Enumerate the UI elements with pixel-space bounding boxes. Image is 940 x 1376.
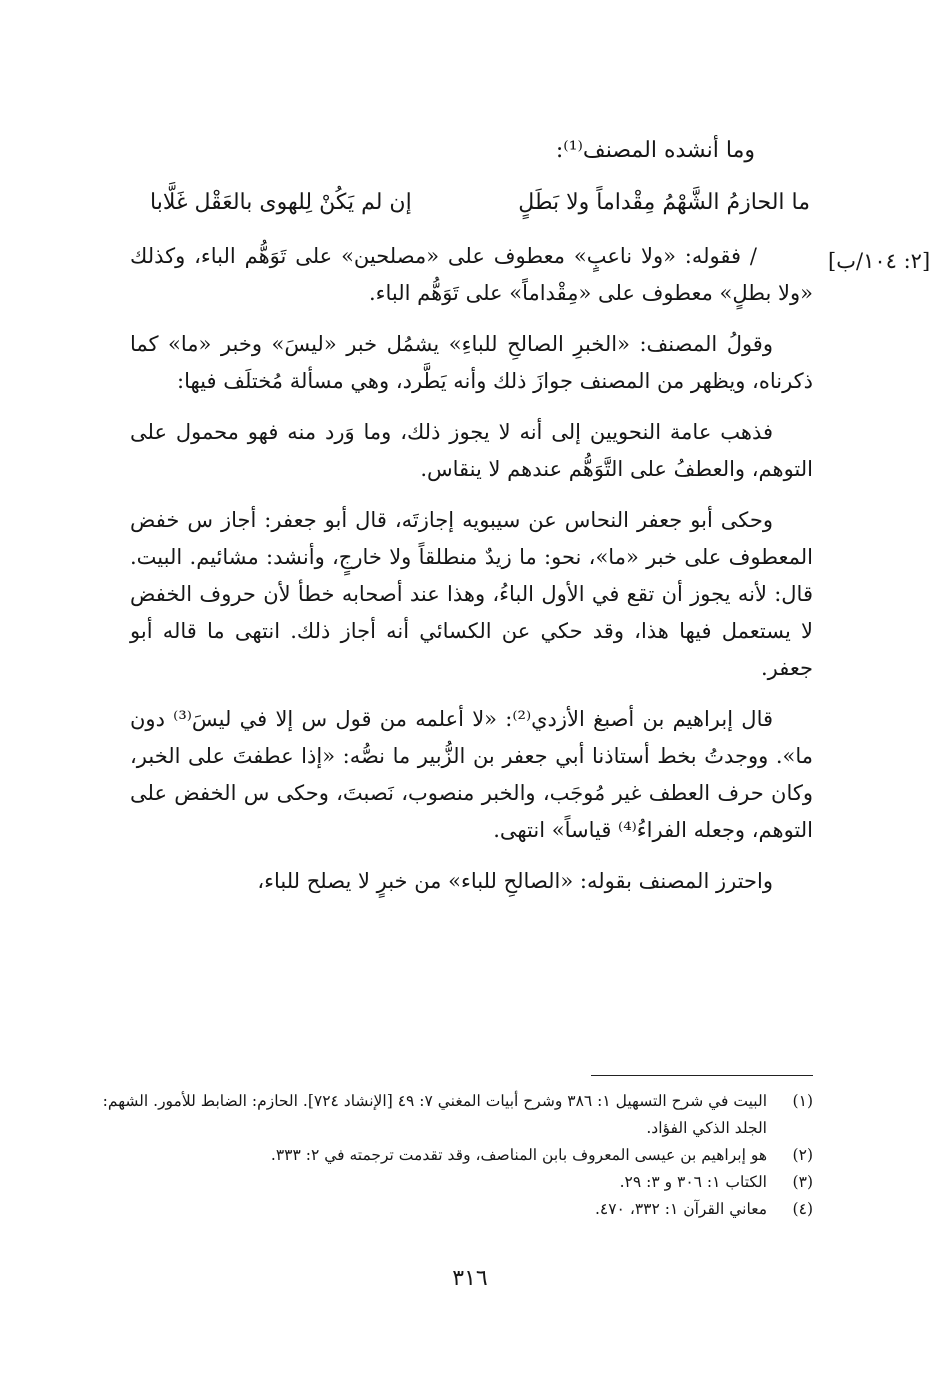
footnote-text: هو إبراهيم بن عيسى المعروف بابن المناصف، وقد تقدمت ترجمته في ٢: ٣٣٣. bbox=[270, 1146, 767, 1164]
footnote-text: البيت في شرح التسهيل ١: ٣٨٦ وشرح أبيات المغني ٧: ٤٩ [الإنشاد ٧٢٤]. الحازم: الضابط للأمور. الشهم: الجلد الذكي الفؤاد. bbox=[102, 1092, 767, 1137]
footnote bbox=[100, 1169, 813, 1196]
footnotes bbox=[100, 1088, 813, 1223]
footnote bbox=[100, 1088, 813, 1142]
footnote-text: الكتاب ١: ٣٠٦ و ٣: ٢٩. bbox=[619, 1173, 767, 1191]
paragraph: / فقوله: «ولا ناعبٍ» معطوف على «مصلحين» على تَوَهُّم الباء، وكذلك «ولا بطلٍ» معطوف على «مِقْداماً» على تَوَهُّم الباء. bbox=[130, 244, 813, 305]
poem-verse bbox=[150, 186, 810, 222]
footnote-number: (٤) bbox=[792, 1200, 813, 1218]
verse-first-hemistich: ما الحازمُ الشَّهْمُ مِقْداماً ولا بَطَلٍ bbox=[518, 190, 810, 215]
paragraph: واحترز المصنف بقوله: «الصالحِ للباء» من خبرٍ لا يصلح للباء، bbox=[257, 869, 773, 893]
footnote-text: معاني القرآن ١: ٣٣٢، ٤٧٠. bbox=[594, 1200, 767, 1218]
paragraph: قال إبراهيم بن أصبغ الأزدي⁽²⁾: «لا أعلمه من قول س إلا في ليسَ⁽³⁾ دون ما». ووجدتُ بخط أستاذنا أبي جعفر بن الزُّبير ما نصُّه: «إذا عطفتَ على الخبر، وكان حرف العطف غير مُوجَب، والخبر منصوب، نَصبتَ، وحكى س الخفض على التوهم، وجعله الفراءُ⁽⁴⁾ قياساً» انتهى. bbox=[130, 707, 813, 842]
intro-line: وما أنشده المصنف⁽¹⁾: bbox=[555, 138, 755, 163]
manuscript-folio-reference: [٢: ١٠٤/ب] bbox=[828, 249, 931, 273]
footnote-number: (٢) bbox=[792, 1146, 813, 1164]
footnote-number: (٣) bbox=[792, 1173, 813, 1191]
verse-second-hemistich: إن لم يَكُنْ لِلهوى بالعَقْل غَلَّابا bbox=[150, 190, 412, 215]
footnote bbox=[100, 1196, 813, 1223]
paragraph: فذهب عامة النحويين إلى أنه لا يجوز ذلك، وما وَرد منه فهو محمول على التوهم، والعطفُ على التَّوَهُّم عندهم لا ينقاس. bbox=[130, 420, 813, 481]
main-text bbox=[130, 238, 813, 914]
footnote bbox=[100, 1142, 813, 1169]
page-number: ٣١٦ bbox=[452, 1266, 488, 1291]
footnote-number: (١) bbox=[792, 1092, 813, 1110]
footnote-divider bbox=[591, 1075, 813, 1076]
paragraph: وحكى أبو جعفر النحاس عن سيبويه إجازتَه، قال أبو جعفر: أجاز س خفض المعطوف على خبر «ما»، نحو: ما زيدٌ منطلقاً ولا خارجٍ، وأنشد: مشائيم. البيت. قال: لأنه يجوز أن تقع في الأول الباءُ، وهذا عند أصحابه خطأ لأن حروف الخفض لا يستعمل فيها هذا، وقد حكي عن الكسائي أنه أجاز ذلك. انتهى ما قاله أبو جعفر. bbox=[130, 508, 813, 680]
paragraph: وقولُ المصنف: «الخبرِ الصالحِ للباءِ» يشمُل خبر «ليسَ» وخبر «ما» كما ذكرناه، ويظهر من المصنف جوازَ ذلك وأنه يَطَّرد، وهي مسألة مُختلَف فيها: bbox=[130, 332, 813, 393]
